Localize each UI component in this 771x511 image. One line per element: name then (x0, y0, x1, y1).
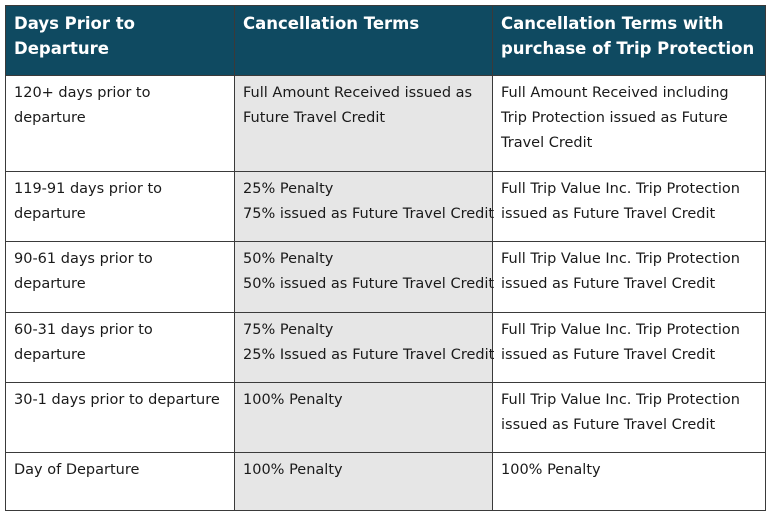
terms-cell (235, 76, 493, 172)
protection-line: issued as Future Travel Credit (501, 206, 716, 222)
protection-line: Full Amount Received including Trip Protection issued as Future Travel Credit (501, 85, 729, 151)
days-cell: 90-61 days prior to departure (6, 242, 235, 313)
table-row (6, 453, 766, 511)
terms-cell (235, 242, 493, 313)
terms-line: 25% Issued as Future Travel Credit (243, 347, 495, 363)
header-cancellation-terms: Cancellation Terms (235, 6, 493, 76)
protection-cell (493, 383, 766, 453)
header-cancellation-terms-trip-protection: Cancellation Terms with purchase of Trip Protection (493, 6, 766, 76)
terms-cell (235, 453, 493, 511)
days-cell: 120+ days prior to departure (6, 76, 235, 172)
protection-line: Full Trip Value Inc. Trip Protection (501, 251, 740, 267)
protection-line: Full Trip Value Inc. Trip Protection (501, 322, 740, 338)
protection-cell (493, 172, 766, 242)
days-cell: 60-31 days prior to departure (6, 313, 235, 383)
protection-line: issued as Future Travel Credit (501, 276, 716, 292)
table-header-row (6, 6, 766, 76)
terms-cell (235, 383, 493, 453)
protection-line: Full Trip Value Inc. Trip Protection (501, 392, 740, 408)
terms-line: 25% Penalty (243, 181, 334, 197)
terms-line: 75% Penalty (243, 322, 334, 338)
terms-line: 100% Penalty (243, 392, 343, 408)
cancellation-terms-table (5, 5, 766, 511)
protection-line: Full Trip Value Inc. Trip Protection (501, 181, 740, 197)
days-cell: 119-91 days prior to departure (6, 172, 235, 242)
protection-cell (493, 76, 766, 172)
table-row (6, 313, 766, 383)
table-row (6, 383, 766, 453)
terms-line: 75% issued as Future Travel Credit (243, 206, 495, 222)
protection-line: issued as Future Travel Credit (501, 417, 716, 433)
protection-cell (493, 242, 766, 313)
header-days-prior: Days Prior to Departure (6, 6, 235, 76)
terms-cell (235, 172, 493, 242)
terms-line: 50% Penalty (243, 251, 334, 267)
terms-line: Full Amount Received issued as Future Travel Credit (243, 85, 473, 126)
protection-line: 100% Penalty (501, 462, 601, 478)
terms-line: 100% Penalty (243, 462, 343, 478)
protection-cell (493, 453, 766, 511)
protection-line: issued as Future Travel Credit (501, 347, 716, 363)
protection-cell (493, 313, 766, 383)
table-row (6, 76, 766, 172)
terms-line: 50% issued as Future Travel Credit (243, 276, 495, 292)
table-row (6, 242, 766, 313)
terms-cell (235, 313, 493, 383)
days-cell: 30-1 days prior to departure (6, 383, 235, 453)
table-row (6, 172, 766, 242)
days-cell: Day of Departure (6, 453, 235, 511)
